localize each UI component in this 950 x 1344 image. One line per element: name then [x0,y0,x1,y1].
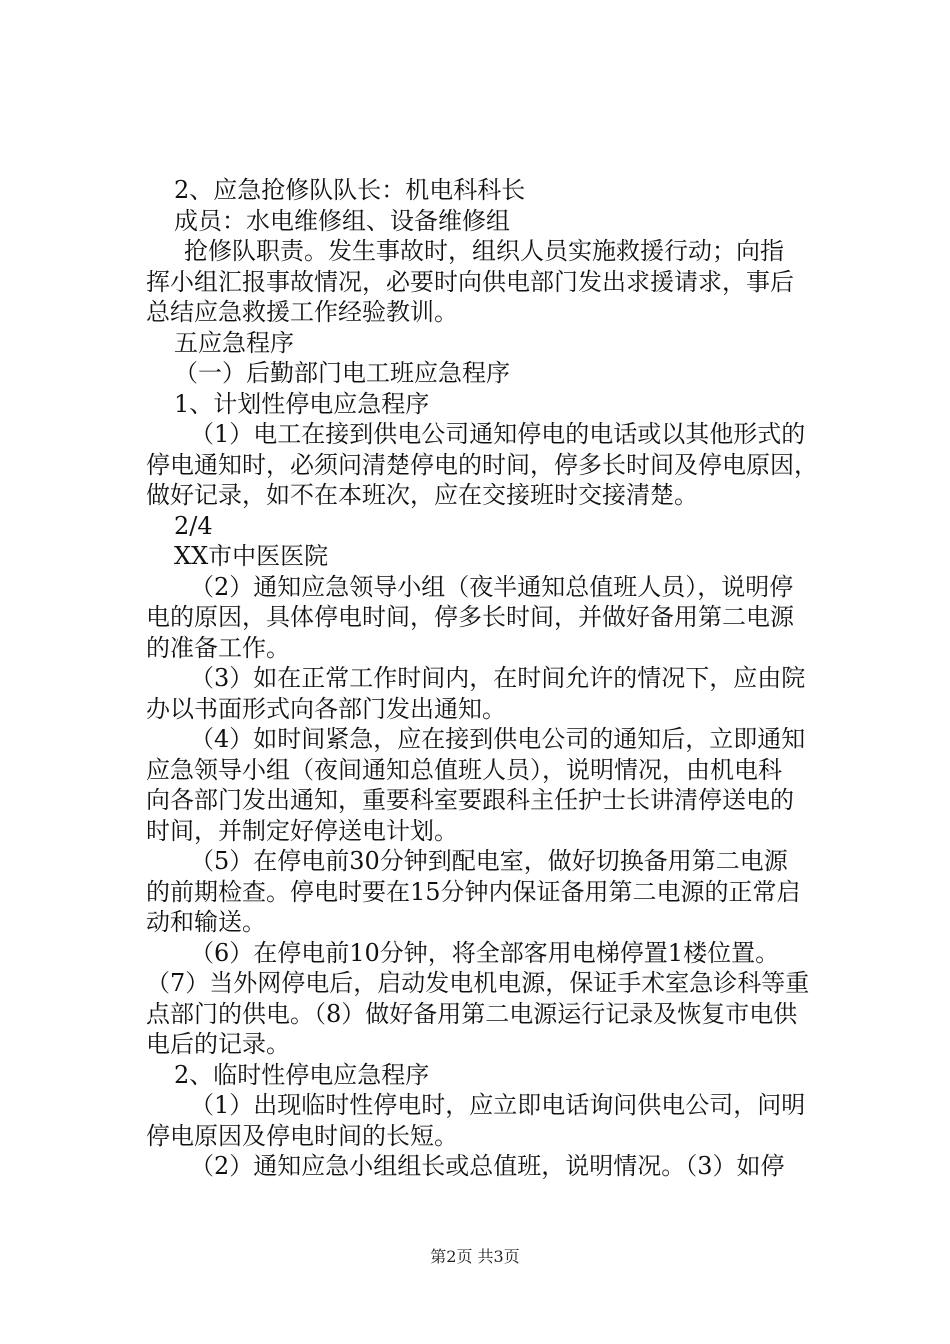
text-line: （1）电工在接到供电公司通知停电的电话或以其他形式的 [190,420,806,448]
text-line: 总结应急救援工作经验教训。 [146,298,458,326]
text-line: 做好记录，如不在本班次，应在交接班时交接清楚。 [146,481,698,509]
subsection-heading: （一）后勤部门电工班应急程序 [174,359,510,387]
text-line: （1）出现临时性停电时，应立即电话询问供电公司，问明 [190,1091,806,1119]
text-line: 动和输送。 [146,908,266,936]
text-line: 电的原因，具体停电时间，停多长时间，并做好备用第二电源 [146,603,794,631]
text-line: （7）当外网停电后，启动发电机电源，保证手术室急诊科等重 [146,969,810,997]
text-line: （2）通知应急领导小组（夜半通知总值班人员），说明停 [190,572,794,601]
text-line: 电后的记录。 [146,1030,290,1058]
text-line: 停电原因及停电时间的长短。 [146,1121,458,1150]
page-footer: 第2页 共3页 [430,1247,520,1266]
text-line: 应急领导小组（夜间通知总值班人员），说明情况，由机电科 [146,755,782,784]
section-heading: 五应急程序 [174,328,294,357]
text-line: 的前期检查。停电时要在15分钟内保证备用第二电源的正常启 [146,877,801,906]
text-line: 停电通知时，必须问清楚停电的时间，停多长时间及停电原因， [146,450,818,479]
text-line: 2、应急抢修队队长：机电科科长 [174,176,526,204]
text-line: 时间，并制定好停送电计划。 [146,816,458,845]
text-line: 的准备工作。 [146,633,290,662]
text-line: 抢修队职责。发生事故时，组织人员实施救援行动；向指 [184,237,784,265]
text-line: （3）如在正常工作时间内，在时间允许的情况下，应由院 [190,664,806,692]
subsection-heading: 1、计划性停电应急程序 [174,389,430,418]
text-line: （2）通知应急小组组长或总值班，说明情况。（3）如停 [190,1152,785,1180]
text-line: 点部门的供电。（8）做好备用第二电源运行记录及恢复市电供 [146,999,798,1028]
text-line: 向各部门发出通知，重要科室要跟科主任护士长讲清停送电的 [146,786,794,814]
text-line: （5）在停电前30分钟到配电室，做好切换备用第二电源 [190,847,788,875]
text-line: （6）在停电前10分钟，将全部客用电梯停置1楼位置。 [190,938,780,967]
text-line: （4）如时间紧急，应在接到供电公司的通知后，立即通知 [190,725,806,753]
text-line: 办以书面形式向各部门发出通知。 [146,694,506,723]
page-marker: 2/4 [174,511,213,540]
document-body [0,175,950,1182]
text-line: 成员：水电维修组、设备维修组 [174,206,510,235]
subsection-heading: 2、临时性停电应急程序 [174,1060,430,1089]
organization-name: XX市中医医院 [174,542,329,570]
text-line: 挥小组汇报事故情况，必要时向供电部门发出求援请求，事后 [146,267,794,296]
